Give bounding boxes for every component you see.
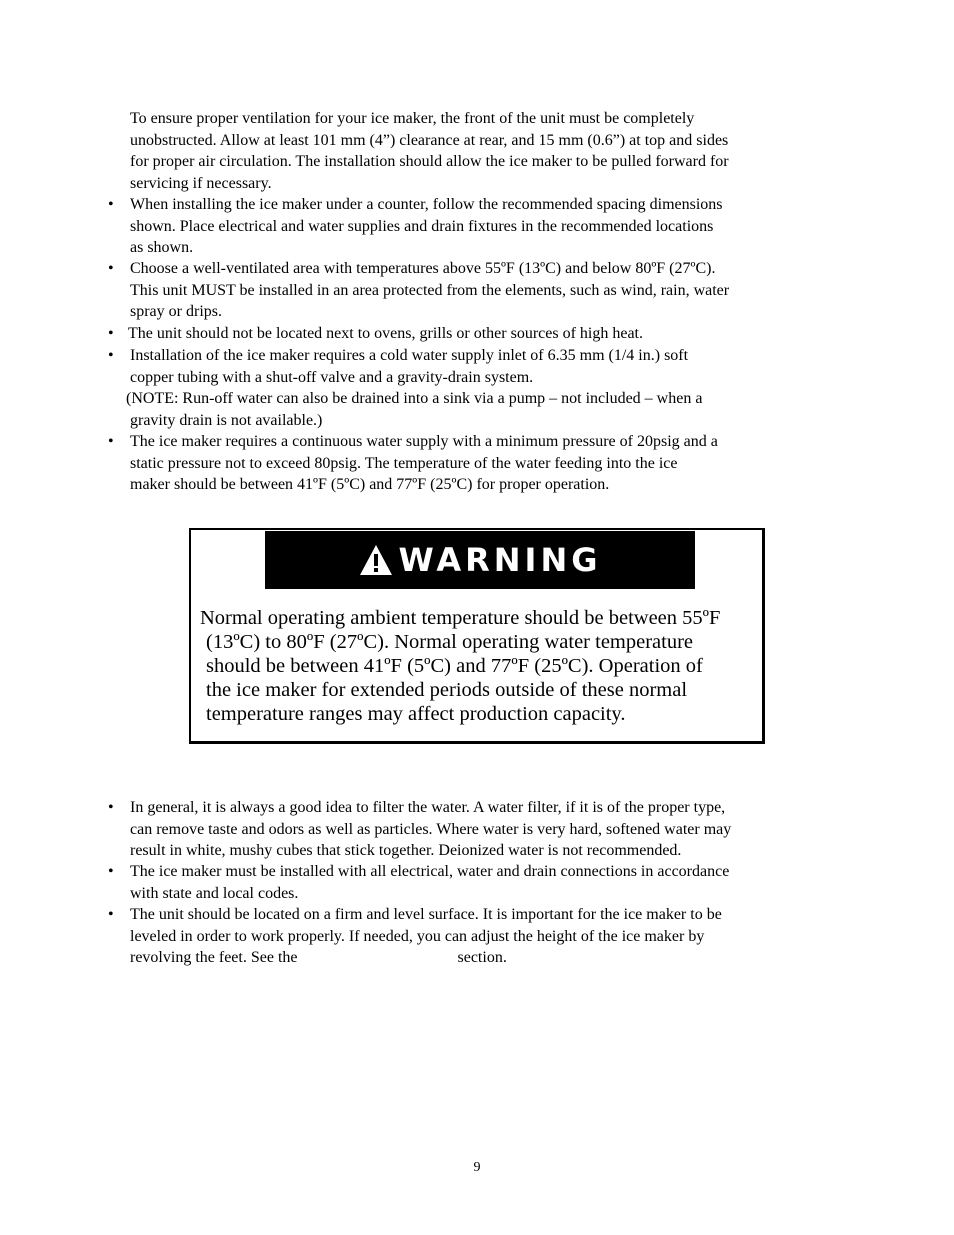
list-item-line: shown. Place electrical and water supplies and drain fixtures in the recommended locations [130, 217, 714, 235]
list-item-line: copper tubing with a shut-off valve and a gravity-drain system. [130, 368, 534, 386]
bullet-icon: • [108, 260, 114, 277]
warning-box [189, 528, 765, 744]
list-item-line: maker should be between 41ºF (5ºC) and 77ºF (25ºC) for proper operation. [130, 476, 610, 493]
list-item-line: The unit should be located on a firm and level surface. It is important for the ice maker to be [130, 906, 722, 923]
list-item-line: This unit MUST be installed in an area protected from the elements, such as wind, rain, water [130, 281, 730, 299]
bullet-icon: • [108, 863, 114, 880]
list-item-line: as shown. [130, 239, 194, 256]
note-line: (NOTE: Run-off water can also be drained into a sink via a pump – not included – when a [126, 390, 703, 407]
list-item-line: can remove taste and odors as well as particles. Where water is very hard, softened water may [130, 820, 732, 838]
warning-line: (13ºC) to 80ºF (27ºC). Normal operating water temperature [206, 631, 694, 653]
list-item-line: When installing the ice maker under a counter, follow the recommended spacing dimensions [130, 196, 723, 213]
list-item [108, 904, 834, 969]
list-item-line: The ice maker requires a continuous water supply with a minimum pressure of 20psig and a [130, 433, 718, 450]
warning-banner [265, 531, 695, 589]
intro-line: unobstructed. Allow at least 101 mm (4”) clearance at rear, and 15 mm (0.6”) at top and sides [130, 131, 729, 149]
list-item-line: leveled in order to work properly. If needed, you can adjust the height of the ice maker by [130, 927, 705, 945]
list-item [108, 258, 834, 323]
warning-triangle-icon [359, 543, 393, 577]
list-item-line: with state and local codes. [130, 884, 299, 902]
list-item [108, 861, 834, 904]
intro-line: for proper air circulation. The installation should allow the ice maker to be pulled forward for [130, 153, 729, 170]
list-item [108, 797, 834, 862]
bullet-icon: • [108, 433, 114, 450]
list-item [108, 323, 834, 345]
warning-message [200, 606, 760, 726]
list-item-line: Installation of the ice maker requires a cold water supply inlet of 6.35 mm (1/4 in.) soft [130, 347, 689, 364]
bullet-icon: • [108, 347, 114, 364]
bullet-icon: • [108, 325, 114, 342]
warning-heading: WARNING [398, 541, 602, 579]
note-line: gravity drain is not available.) [130, 411, 323, 429]
list-item-line: In general, it is always a good idea to filter the water. A water filter, if it is of the proper type, [130, 799, 726, 816]
warning-line: temperature ranges may affect production capacity. [206, 703, 626, 725]
warning-line: should be between 41ºF (5ºC) and 77ºF (25ºC). Operation of [206, 655, 703, 677]
bullet-icon: • [108, 906, 114, 923]
list-item [108, 431, 834, 496]
page-number: 9 [473, 1160, 481, 1175]
warning-line: Normal operating ambient temperature should be between 55ºF [200, 607, 721, 629]
list-item-line: static pressure not to exceed 80psig. The temperature of the water feeding into the ice [130, 454, 678, 472]
intro-paragraph [130, 108, 834, 194]
list-item-line: spray or drips. [130, 303, 222, 320]
list-item-line: The ice maker must be installed with all electrical, water and drain connections in accordance [130, 863, 730, 880]
bullet-icon: • [108, 799, 114, 816]
note-paragraph [126, 388, 834, 431]
list-item-line: revolving the feet. See the section. [130, 949, 507, 966]
list-item-line: The unit should not be located next to ovens, grills or other sources of high heat. [128, 325, 643, 342]
list-item [108, 345, 834, 388]
list-item-line: Choose a well-ventilated area with temperatures above 55ºF (13ºC) and below 80ºF (27ºC). [130, 260, 716, 277]
warning-line: the ice maker for extended periods outside of these normal [206, 679, 688, 701]
bullet-icon: • [108, 196, 114, 213]
intro-line: servicing if necessary. [130, 174, 272, 192]
list-item [108, 194, 834, 259]
intro-line: To ensure proper ventilation for your ice maker, the front of the unit must be completely [130, 110, 695, 127]
list-item-line: result in white, mushy cubes that stick together. Deionized water is not recommended. [130, 842, 682, 859]
